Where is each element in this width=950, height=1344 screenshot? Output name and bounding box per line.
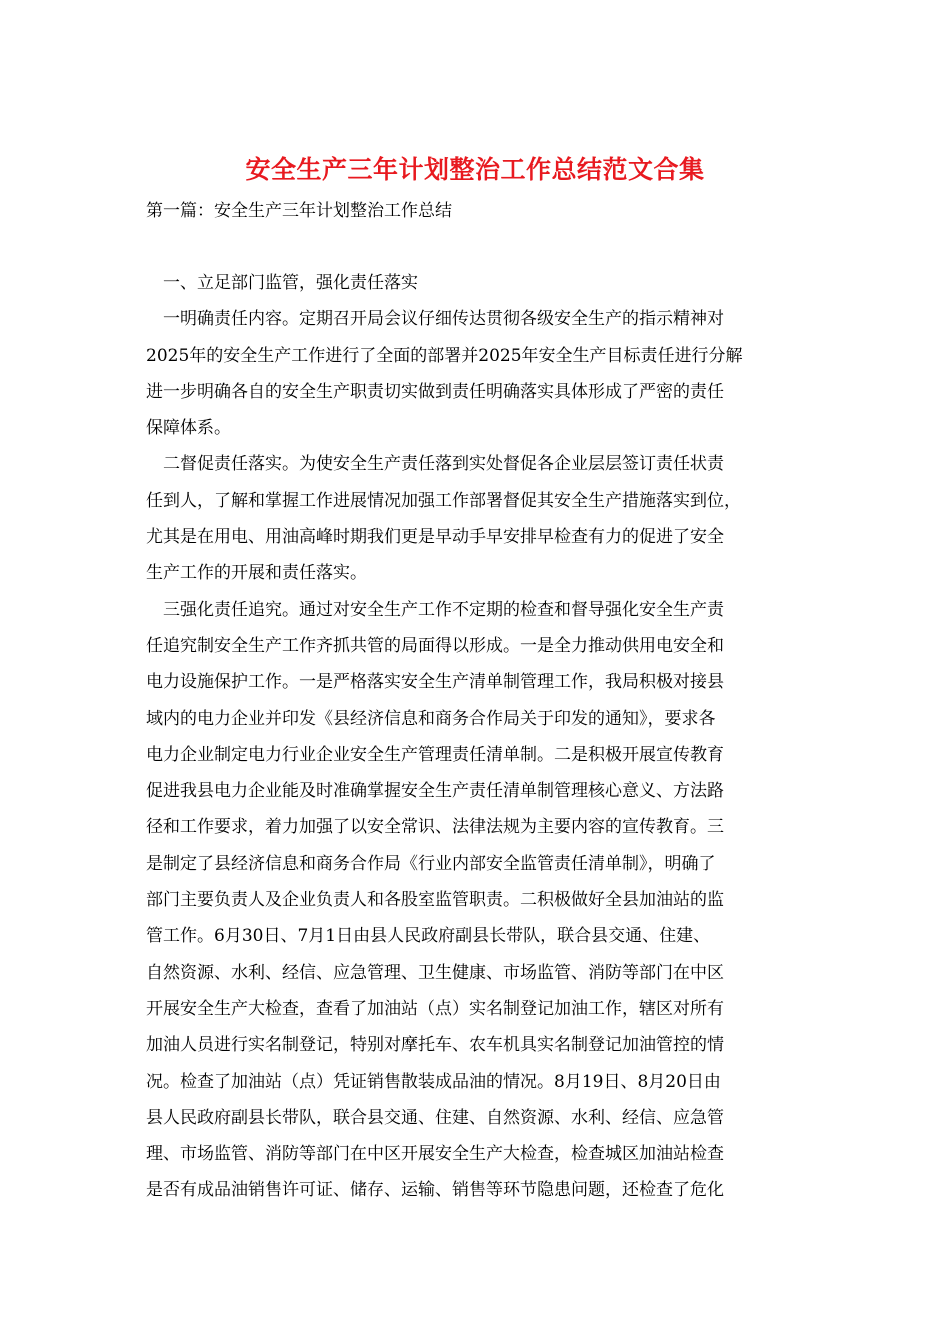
body-text-line: 三强化责任追究。通过对安全生产工作不定期的检查和督导强化安全生产责 [146,599,724,620]
body-text-line: 生产工作的开展和责任落实。 [146,563,367,584]
document-subtitle: 第一篇：安全生产三年计划整治工作总结 [146,201,452,221]
body-text-line: 2025年的安全生产工作进行了全面的部署并2025年安全生产目标责任进行分解 [146,345,743,366]
body-text-line: 一明确责任内容。定期召开局会议仔细传达贯彻各级安全生产的指示精神对 [146,309,724,330]
body-text-line: 一、立足部门监管，强化责任落实 [146,273,418,293]
body-text-line: 自然资源、水利、经信、应急管理、卫生健康、市场监管、消防等部门在中区 [146,962,724,983]
body-text-line: 部门主要负责人及企业负责人和各股室监管职责。二积极做好全县加油站的监 [146,890,724,911]
body-text-line: 是否有成品油销售许可证、储存、运输、销售等环节隐患问题，还检查了危化 [146,1180,724,1201]
body-text-line: 电力企业制定电力行业企业安全生产管理责任清单制。二是积极开展宣传教育 [146,744,724,765]
body-text-line: 开展安全生产大检查，查看了加油站（点）实名制登记加油工作，辖区对所有 [146,998,724,1019]
body-text-line: 县人民政府副县长带队，联合县交通、住建、自然资源、水利、经信、应急管 [146,1107,724,1128]
body-text-line: 二督促责任落实。为使安全生产责任落到实处督促各企业层层签订责任状责 [146,454,724,475]
body-text-line: 况。检查了加油站（点）凭证销售散装成品油的情况。8月19日、8月20日由 [146,1071,721,1092]
document-title: 安全生产三年计划整治工作总结范文合集 [245,155,705,184]
body-text-line: 管工作。6月30日、7月1日由县人民政府副县长带队，联合县交通、住建、 [146,926,711,947]
body-text-line: 促进我县电力企业能及时准确掌握安全生产责任清单制管理核心意义、方法路 [146,781,724,802]
document-body [146,265,806,1209]
body-text-line: 域内的电力企业并印发《县经济信息和商务合作局关于印发的通知》，要求各 [146,708,716,729]
body-text-line: 尤其是在用电、用油高峰时期我们更是早动手早安排早检查有力的促进了安全 [146,527,724,548]
body-text-line: 理、市场监管、消防等部门在中区开展安全生产大检查，检查城区加油站检查 [146,1144,724,1165]
body-text-line: 进一步明确各自的安全生产职责切实做到责任明确落实具体形成了严密的责任 [146,381,724,402]
body-text-line: 是制定了县经济信息和商务合作局《行业内部安全监管责任清单制》，明确了 [146,853,716,874]
body-text-line: 任追究制安全生产工作齐抓共管的局面得以形成。一是全力推动供用电安全和 [146,635,724,656]
body-text-line: 加油人员进行实名制登记，特别对摩托车、农车机具实名制登记加油管控的情 [146,1035,724,1056]
body-text-line: 电力设施保护工作。一是严格落实安全生产清单制管理工作，我局积极对接县 [146,672,724,693]
body-text-line: 任到人，了解和掌握工作进展情况加强工作部署督促其安全生产措施落实到位， [146,490,741,511]
body-text-line: 径和工作要求，着力加强了以安全常识、法律法规为主要内容的宣传教育。三 [146,817,724,838]
body-text-line: 保障体系。 [146,418,231,439]
